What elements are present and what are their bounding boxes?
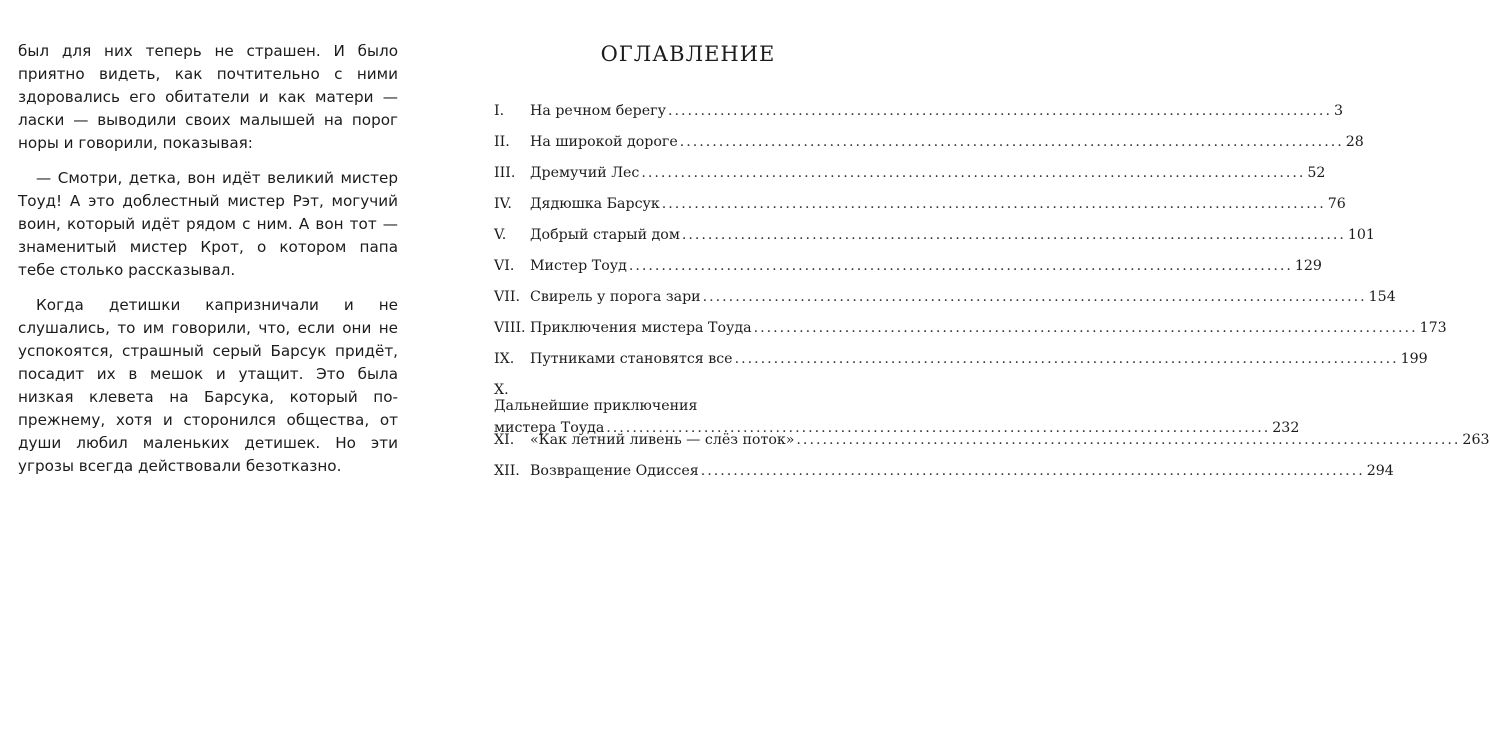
toc-entry-number: VII.	[494, 289, 520, 305]
toc-entry-page: 232	[1272, 420, 1300, 436]
toc-leader-dots	[703, 289, 1367, 305]
toc-entry-page: 52	[1307, 165, 1326, 181]
toc-entry-title: Возвращение Одиссея	[530, 463, 699, 479]
toc-entry-title: Приключения мистера Тоуда	[530, 320, 752, 336]
toc-leader-dots	[662, 196, 1326, 212]
toc-leader-dots	[641, 165, 1305, 181]
toc-entry-page: 3	[1333, 103, 1343, 119]
paragraph-2: — Смотри, детка, вон идёт великий мистер Тоуд! А это доблестный мистер Рэт, могучий воин, который идёт рядом с ним. А вон тот — знаменитый мистер Крот, о котором папа тебе столько рассказывал.	[18, 169, 398, 279]
toc-entry-5[interactable]	[494, 227, 1375, 258]
toc-entry-title: Дремучий Лес	[530, 165, 640, 181]
toc-entry-number: VIII.	[494, 320, 526, 336]
toc-entry-6[interactable]	[494, 258, 1322, 289]
toc-entry-page: 28	[1345, 134, 1364, 150]
toc-entry-number: V.	[494, 227, 507, 243]
toc-leader-dots	[668, 103, 1332, 119]
toc-entry-number: XII.	[494, 463, 520, 479]
toc-entry-page: 154	[1368, 289, 1396, 305]
toc-entry-number: X.	[494, 382, 509, 398]
toc-entry-page: 263	[1462, 432, 1490, 448]
toc-entry-page: 173	[1419, 320, 1447, 336]
toc-leader-dots	[629, 258, 1293, 274]
toc-leader-dots	[754, 320, 1418, 336]
table-of-contents	[494, 42, 1490, 494]
toc-entry-12[interactable]	[494, 463, 1394, 494]
toc-entry-number: VI.	[494, 258, 515, 274]
toc-entry-10[interactable]	[494, 382, 1300, 436]
toc-entry-page: 129	[1294, 258, 1322, 274]
toc-entry-number: I.	[494, 103, 505, 119]
toc-entry-title: Путниками становятся все	[530, 351, 733, 367]
toc-title: ОГЛАВЛЕНИЕ	[600, 42, 776, 66]
toc-entry-title: Дядюшка Барсук	[530, 196, 660, 212]
toc-entry-9[interactable]	[494, 351, 1428, 382]
toc-leader-dots	[735, 351, 1399, 367]
toc-entry-7[interactable]	[494, 289, 1396, 320]
toc-entry-number: XI.	[494, 432, 515, 448]
toc-leader-dots	[796, 432, 1460, 448]
toc-entry-title-line2: мистера Тоуда	[494, 420, 605, 436]
toc-entry-page: 294	[1366, 463, 1394, 479]
toc-entry-number: III.	[494, 165, 516, 181]
toc-leader-dots	[682, 227, 1346, 243]
toc-entry-page: 199	[1400, 351, 1428, 367]
toc-entry-page: 101	[1347, 227, 1375, 243]
toc-entry-title: На речном берегу	[530, 103, 666, 119]
toc-leader-dots	[680, 134, 1344, 150]
toc-entry-title-line1: Дальнейшие приключения	[494, 398, 698, 414]
toc-entry-1[interactable]	[494, 103, 1343, 134]
toc-list	[494, 103, 1490, 494]
toc-entry-title: Добрый старый дом	[530, 227, 680, 243]
toc-leader-dots	[701, 463, 1365, 479]
paragraph-3: Когда детишки капризничали и не слушались, то им говорили, что, если они не успокоятся, страшный серый Барсук придёт, посадит их в мешок и утащит. Это была низкая клевета на Барсука, который по-прежнему, хотя и сторонился общества, от души любил маленьких детишек. Но эти угрозы всегда действовали безотказно.	[18, 296, 398, 475]
toc-entry-2[interactable]	[494, 134, 1364, 165]
toc-entry-title: Мистер Тоуд	[530, 258, 627, 274]
toc-entry-8[interactable]	[494, 320, 1447, 351]
left-page	[18, 40, 398, 478]
toc-entry-title: Свирель у порога зари	[530, 289, 701, 305]
toc-entry-page: 76	[1327, 196, 1346, 212]
toc-entry-4[interactable]	[494, 196, 1346, 227]
toc-entry-number: IX.	[494, 351, 515, 367]
paragraph-1: был для них теперь не страшен. И было приятно видеть, как почтительно с ними здоровались его обитатели и как матери — ласки — выводили своих малышей на порог норы и говорили, показывая:	[18, 42, 398, 152]
toc-entry-number: II.	[494, 134, 510, 150]
toc-entry-number: IV.	[494, 196, 512, 212]
toc-entry-title: «Как летний ливень — слёз поток»	[530, 432, 795, 448]
toc-entry-3[interactable]	[494, 165, 1326, 196]
toc-entry-11[interactable]	[494, 432, 1490, 463]
toc-entry-title: На широкой дороге	[530, 134, 678, 150]
